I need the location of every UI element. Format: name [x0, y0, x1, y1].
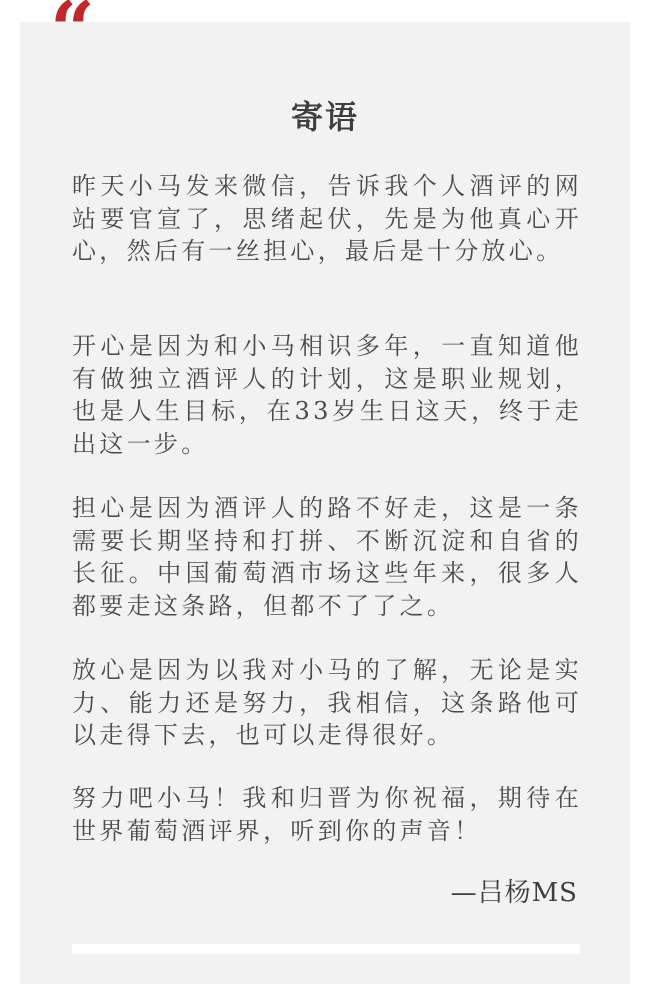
letter-title: 寄语 — [290, 98, 359, 136]
letter-paragraph-5: 努力吧小马！我和归晋为你祝福，期待在世界葡萄酒评界，听到你的声音！ — [72, 784, 582, 845]
letter-paragraph-4: 放心是因为以我对小马的了解，无论是实力、能力还是努力，我相信，这条路他可以走得下去，也可以走得很好。 — [72, 656, 582, 749]
letter-paragraph-2: 开心是因为和小马相识多年，一直知道他有做独立酒评人的计划，这是职业规划，也是人生目标，在33岁生日这天，终于走出这一步。 — [72, 332, 582, 458]
letter-card — [20, 22, 630, 984]
letter-paragraph-3: 担心是因为酒评人的路不好走，这是一条需要长期坚持和打拼、不断沉淀和自省的长征。中国葡萄酒市场这些年来，很多人都要走这条路，但都不了了之。 — [72, 494, 582, 620]
bottom-divider — [72, 944, 580, 954]
letter-paragraph-1: 昨天小马发来微信，告诉我个人酒评的网站要官宣了，思绪起伏，先是为他真心开心，然后有一丝担心，最后是十分放心。 — [72, 172, 582, 265]
letter-signature: —吕杨MS — [450, 878, 578, 908]
